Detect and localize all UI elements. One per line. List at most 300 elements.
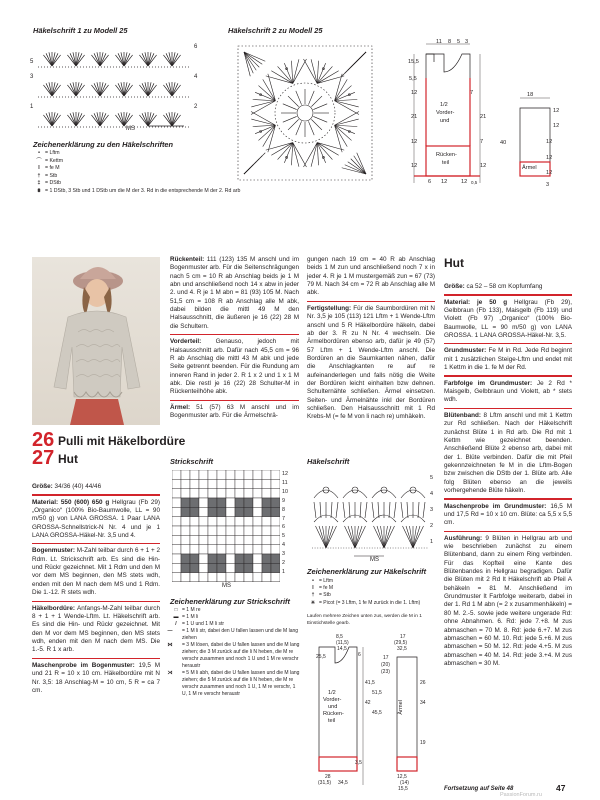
chart2-title: Häkelschrift 2 zu Modell 25 <box>228 26 323 35</box>
schem-b-aermel: Ärmel <box>398 700 404 715</box>
stitch-mark <box>331 502 332 518</box>
knit-cell <box>226 498 235 507</box>
knit-cell <box>190 498 199 507</box>
stitch-mark <box>317 61 318 84</box>
knit-cell <box>244 517 253 526</box>
knit-cell <box>208 526 217 535</box>
stitch-mark <box>326 526 333 548</box>
knit-cell <box>235 526 244 535</box>
knit-cell <box>181 554 190 563</box>
knit-cell <box>181 517 190 526</box>
knit-cell <box>217 470 226 479</box>
motif-center <box>297 105 313 121</box>
stitch-mark <box>348 526 355 548</box>
stitch-mark <box>284 63 292 83</box>
stitch-mark <box>263 79 276 100</box>
legend-item: ⋈ = 3 M lösen, dabei die U fallen lassen und die M lang ziehen; die 3 M zurück auf die li N heben, die M re verschr zusammen und noch 1 U und 1 M re verschr heraustr <box>167 642 300 669</box>
stitch-mark <box>418 502 419 518</box>
schem-top-lbl-4: Rücken- <box>436 152 457 158</box>
stitch-mark <box>278 143 293 160</box>
knit-row-labels: 12 11 10 9 8 7 6 5 4 3 2 1 <box>282 471 288 575</box>
stitch-mark <box>296 91 302 105</box>
schem-top-lbl-2: Vorder- <box>436 110 455 116</box>
knit-cell <box>253 563 262 572</box>
stitch-mark <box>263 125 276 146</box>
stitch-mark <box>296 121 302 135</box>
knit-cell <box>271 498 280 507</box>
knit-ms-label: MS <box>222 583 231 589</box>
legend-item: I = fe M <box>33 165 273 173</box>
knit-cell <box>271 545 280 554</box>
knit-cell <box>235 479 244 488</box>
stitch-mark <box>389 502 390 518</box>
knit-cell <box>181 535 190 544</box>
knit-cell <box>217 526 226 535</box>
knit-cell <box>208 573 217 582</box>
page-number: 47 <box>556 783 566 793</box>
knit-cell <box>208 563 217 572</box>
knit-cell <box>181 470 190 479</box>
knit-cell <box>235 507 244 516</box>
left-column-text <box>32 483 160 695</box>
stitch-mark <box>320 502 321 518</box>
knit-cell <box>244 526 253 535</box>
knit-cell <box>262 563 271 572</box>
knit-cell <box>235 573 244 582</box>
knit-cell <box>271 507 280 516</box>
schem-sleeve-12a: 12 <box>546 139 553 145</box>
crochet-chart-2 <box>230 38 380 188</box>
stitch-mark <box>378 502 379 518</box>
para-aermel: Ärmel: 51 (57) 63 M anschl und im Bogenmuster arb. Für die Ärmelschrä- <box>170 403 299 420</box>
stitch-mark <box>423 502 425 518</box>
stitch-mark <box>384 526 391 548</box>
stitch-mark <box>413 526 420 548</box>
schem-b-26: 26 <box>420 680 426 686</box>
stitch-mark <box>335 79 348 100</box>
cross-5-icon: ⋊ <box>167 670 173 676</box>
schem-b-15-5: 15,5 <box>398 786 408 792</box>
legend-note: Laufen mehrere Zeichen unten zus, werden die M in 1 Einstichstelle gearb. <box>307 614 422 626</box>
purl-stitch-icon: ▬ <box>173 614 179 620</box>
legend-item: ⌒ = Kettm <box>33 158 273 166</box>
knit-cell <box>253 535 262 544</box>
stitch-mark <box>394 502 396 518</box>
schem-top-lbl-3: und <box>440 118 450 124</box>
knit-cell <box>235 489 244 498</box>
col2-text <box>170 256 299 421</box>
stitch-mark <box>291 61 292 84</box>
knit-cell <box>190 517 199 526</box>
knit-cell <box>217 535 226 544</box>
stitch-mark <box>401 502 403 518</box>
schem-top-11: 11 <box>436 39 442 45</box>
knit-cell <box>262 498 271 507</box>
knit-cell <box>208 535 217 544</box>
chart1-title: Häkelschrift 1 zu Modell 25 <box>33 26 128 35</box>
knit-cell <box>172 517 181 526</box>
schem-top-12f: 7 <box>470 90 474 96</box>
stitch-mark <box>293 59 299 83</box>
knit-cell <box>226 489 235 498</box>
schem-b-25-5: 25,5 <box>316 654 326 660</box>
knit-cell <box>208 507 217 516</box>
stitch-mark <box>377 526 384 548</box>
schem-b-lbl-3: und <box>328 704 338 710</box>
stitch-mark <box>317 143 318 166</box>
treble-crochet-icon: ‡ <box>37 180 41 187</box>
knit-cell <box>181 498 190 507</box>
knit-stitch-icon: □ <box>174 607 178 613</box>
para-maschenprobe: Maschenprobe im Bogenmuster: 19,5 M und 21 R = 10 x 10 cm. Häkelbordüre mit N Nr. 3,5: 18 Anschlag-M = 10 cm, 5 R = ca 7 cm. <box>32 661 161 694</box>
knit-cell <box>172 489 181 498</box>
row-label: 6 <box>194 44 198 50</box>
knit-cell <box>208 498 217 507</box>
schem-b-lbl-1: 1/2 <box>328 690 336 696</box>
stitch-mark <box>293 143 307 167</box>
chart1-row-labels-left <box>30 55 33 115</box>
stitch-mark <box>317 63 325 83</box>
haekelschrift-title: Häkelschrift <box>307 457 350 466</box>
knit-cell <box>244 489 253 498</box>
knit-cell <box>217 489 226 498</box>
knit-cell <box>199 554 208 563</box>
chart1-row-labels-right <box>194 40 197 115</box>
schem-top-8: 8 <box>448 39 452 45</box>
stitch-mark <box>311 143 317 167</box>
arch <box>372 490 396 498</box>
legend-item: • = Lftm <box>33 150 273 158</box>
stitch-mark <box>336 502 338 518</box>
knit-cell <box>253 498 262 507</box>
stitch-mark <box>266 76 293 84</box>
knit-cell <box>217 545 226 554</box>
para-haekelbordure: Häkelbordüre: Anfangs-M-Zahl teilbar durch 8 + 1 + 1 Wende-Lftm. Lt. Häkelschrift arb. Es sind die Hin- und Rückr gezeichnet. Mit den M vor dem MS beginnen, den MS stets wdh, enden mit den M nach dem MS. Die 1.-5. R 1 x arb. <box>32 604 160 654</box>
schem-top-12g: 7 <box>480 139 484 145</box>
knit-cell <box>262 489 271 498</box>
stitch-mark <box>357 52 366 61</box>
knit-cell <box>217 563 226 572</box>
knit-cell <box>181 489 190 498</box>
stitch-mark <box>271 143 292 156</box>
para-aermel-cont: gungen nach 19 cm = 40 R ab Anschlag beids 1 M zun und anschließend noch 7 x in jeder 4. R je 1 M mustergemäß zun = 67 (73) 79 M. Nach 34 cm = 72 R ab Anschlag alle M abk. <box>307 256 435 297</box>
schem-b-lbl-2: Vorder- <box>323 697 342 703</box>
stitch-mark <box>251 119 275 125</box>
knit-cell <box>244 498 253 507</box>
knit-cell <box>244 563 253 572</box>
schem-top-21: 21 <box>411 114 418 120</box>
stitch-mark <box>335 101 359 107</box>
knit-cell <box>244 535 253 544</box>
schem-b-17b: 17 <box>400 634 406 640</box>
schem-b-51-5: 51,5 <box>372 690 382 696</box>
stitch-mark <box>313 116 327 122</box>
slip-stitch-icon: ⌒ <box>36 157 42 164</box>
para-ausfuehrung: Ausführung: 9 Blüten in Hellgrau arb und wie beschrieben zunächst zu einem Blütenband, dann zu einem Ring verbinden. Für das Kopfteil eine Kante des Blütenbandes in Hellgrau begradigen. Dafür die Blüten mit 2 Rd lt Häkelschrift ab Pfeil A behäkeln = 81 M. Anschließend im Grundmuster lt Farbfolge weiterarb, dabei in der 1. Rd 1 M abn (= 2 x zusammenhäkeln) = 80 M. 2.-5. sowie jede weitere ungerade Rd: ohne Abnahmen. 6. Rd: jede 7.+8. M zus abmaschen = 70 M. 8. Rd: jede 6.+7. M zus abmaschen = 60 M. 10. Rd: jede 5.+6. M zus abmaschen = 50 M. 12. Rd: jede 4.+5. M zus abmaschen = 40 M. 14. Rd: jede 3.+4. M zus abmaschen = 30 M. <box>444 534 572 667</box>
schem-top-lbl-1: 1/2 <box>440 102 448 108</box>
knit-cell <box>244 573 253 582</box>
border-ms-label: MS <box>370 557 379 563</box>
hut-title: Hut <box>444 256 464 270</box>
knitting-chart <box>172 470 280 582</box>
knit-cell <box>181 545 190 554</box>
knit-cell <box>172 479 181 488</box>
stitch-mark <box>317 143 332 160</box>
schem-b-31-5: (31,5) <box>318 780 332 786</box>
stitch-mark <box>335 99 358 100</box>
knit-cell <box>172 563 181 572</box>
knit-cell <box>208 479 217 488</box>
knit-cell <box>235 563 244 572</box>
knit-cell <box>199 573 208 582</box>
stitch-mark <box>304 59 318 83</box>
model-number-26: 26 <box>32 429 55 451</box>
stitch-mark <box>335 112 359 126</box>
stitch-mark <box>255 125 275 133</box>
stitch-mark <box>271 71 292 84</box>
schem-top-0-5: 0,5 <box>471 180 478 185</box>
knit-cell <box>226 526 235 535</box>
para-rueckenteil: Rückenteil: 111 (123) 135 M anschl und im Bogenmuster arb. Für die Seitenschrägungen nach 5 cm = 10 R ab Anschlag beids je 1 M abn und anschließend noch 14 x abw in jeder 2. und 4. R je 1 M abn = 81 (93) 105 M. Nach 51,5 cm = 108 R ab Anschlag alle M abk, dabei bilden die mittl 49 M den Halsausschnitt, die äußeren je 16 (22) 28 M die Schultern. <box>170 256 299 330</box>
knit-cell <box>172 535 181 544</box>
stitch-mark <box>335 86 352 101</box>
knit-cell <box>199 470 208 479</box>
knit-cell <box>217 573 226 582</box>
stitch-mark <box>407 502 408 518</box>
crochet-chart-1 <box>38 38 190 130</box>
knit-cell <box>244 545 253 554</box>
knit-cell <box>253 573 262 582</box>
para-material: Material: 550 (600) 650 g Hellgrau (Fb 29) „Organico“ (100% Bio-Baumwolle, LL = 90 m/50 g) von LANA GROSSA. 1 Paar LANA GROSSA-Schnellstrick-N Nr. 4 und je 1 LANA GROSSA-Häkel-Nr. 3,5 und 4. <box>32 498 160 539</box>
legend-item: ⋊ = 5 M li abh, dabei die U fallen lassen und die M lang ziehen; die 5 M zurück auf die li N heben, die M re verschr zusammen und noch 1 U, 1 M re verschr, 1 U, 1 M re verschr heraustr <box>167 670 300 697</box>
knit-cell <box>208 489 217 498</box>
knit-cell <box>226 573 235 582</box>
row-label: 3 <box>30 74 34 80</box>
knit-cell <box>235 545 244 554</box>
knit-cell <box>208 470 217 479</box>
stitch-mark <box>317 143 338 156</box>
double-crochet-icon: † <box>37 172 41 179</box>
knit-cell <box>190 545 199 554</box>
knit-cell <box>199 545 208 554</box>
knit-cell <box>199 535 208 544</box>
knit-cell <box>226 507 235 516</box>
stitch-mark <box>283 116 297 122</box>
knit-cell <box>172 554 181 563</box>
knit-cell <box>253 554 262 563</box>
legend-title-border: Zeichenerklärung zur Häkelschrift <box>307 567 427 576</box>
row-label: 5 <box>30 59 34 65</box>
knit-cell <box>235 470 244 479</box>
para-vorderteil: Vorderteil: Genauso, jedoch mit Halsausschnitt arb. Dafür nach 45,5 cm = 96 R ab Anschlag die mittl 43 M abk und jede Seite getrennt beenden. Für die Rundung am inneren Rand in jeder 2. R 1 x 2 und 1 x 1 M abk. Die restl je 16 (22) 28 Schulter-M in Rückenteilhöhe abk. <box>170 338 299 396</box>
legend-item: I = fe M <box>307 585 437 592</box>
stitch-mark <box>335 125 352 140</box>
knit-cell <box>235 554 244 563</box>
drop-stitch-icon: — <box>167 628 173 634</box>
schem-b-28: 28 <box>325 774 331 780</box>
stitch-mark <box>351 159 366 174</box>
schem-b-23: (23) <box>381 669 390 675</box>
knit-cell <box>217 517 226 526</box>
stitch-mark <box>335 125 355 133</box>
schem-top-12c: 12 <box>411 163 418 169</box>
knit-cell <box>253 507 262 516</box>
knit-cell <box>190 535 199 544</box>
chart1-ms-label: MS <box>126 126 135 132</box>
knit-cell <box>190 573 199 582</box>
row-label: 4 <box>194 74 198 80</box>
stitch-mark <box>317 66 332 83</box>
knit-cell <box>217 479 226 488</box>
knit-cell <box>172 573 181 582</box>
col4-text <box>444 283 572 668</box>
stitch-mark <box>251 101 275 107</box>
stitch-mark <box>255 92 275 100</box>
schem-sleeve-3: 3 <box>546 182 550 188</box>
knit-cell <box>271 470 280 479</box>
knit-cell <box>190 489 199 498</box>
knit-cell <box>199 489 208 498</box>
stitch-mark <box>308 91 314 105</box>
stitch-mark <box>311 119 322 130</box>
para-hut-size: Größe: ca 52 – 58 cm Kopfumfang <box>444 283 543 290</box>
stitch-mark <box>365 502 367 518</box>
para-bluetenband: Blütenband: 8 Lftm anschl und mit 1 Kettm zur Rd schließen. Nach der Häkelschrift zunächst Blüte 1 in Rd arb. Die Rd mit 1 Kettm wie gezeichnet beenden. Anschließend Blüte 2 ebenso arb, dabei mit der 1. Blüte verbinden. Dafür die mit Pfeil gekennzeichneten fe M in die Lftm-Bogen bzw zwischen die DStb der 1. Blüte arb. Alle folg Blüten ebenso an die jeweils vorhergehende Blüte häkeln. <box>444 411 572 494</box>
para-size: Größe: 34/36 (40) 44/46 <box>32 483 102 490</box>
schem-b-lbl-4: Rücken- <box>323 711 344 717</box>
stitch-mark <box>293 143 299 167</box>
schem-b-34: 34 <box>420 700 426 706</box>
knit-cell <box>235 498 244 507</box>
stitch-mark <box>253 125 276 126</box>
chain-icon: • <box>38 150 40 156</box>
knit-cell <box>262 526 271 535</box>
row-label: 2 <box>194 104 198 110</box>
knit-cell <box>190 470 199 479</box>
knit-cell <box>226 545 235 554</box>
chain-icon: • <box>312 578 314 584</box>
schem-b-lbl-5: teil <box>328 718 336 724</box>
knit-cell <box>253 526 262 535</box>
cluster-icon: ⩩ <box>37 187 41 194</box>
knit-cell <box>190 554 199 563</box>
stitch-mark <box>311 59 317 83</box>
knit-cell <box>181 479 190 488</box>
knit-cell <box>217 554 226 563</box>
legend-item: ‡ = DStb <box>33 180 273 188</box>
schem-b-14: (14) <box>400 780 409 786</box>
legend-item: — = 1 M li str, dabei den U fallen lassen und die M lang ziehen <box>167 628 299 641</box>
knit-cell <box>208 545 217 554</box>
legend-item: / = 1 U und 1 M li str <box>170 621 300 628</box>
watermark: PassionForum.ru <box>500 792 542 798</box>
para-hut-maschenprobe: Maschenprobe im Grundmuster: 16,5 M und 17,5 Rd = 10 x 10 cm. Blüte: ca 5,5 x 5,5 cm. <box>444 502 572 527</box>
knit-cell <box>172 498 181 507</box>
stitch-mark <box>355 526 362 548</box>
model-number-27: 27 <box>32 447 55 469</box>
knit-cell <box>208 554 217 563</box>
row-label: 1 <box>30 104 34 110</box>
knit-cell <box>226 563 235 572</box>
stitch-mark <box>317 71 338 84</box>
model-title-hut: Hut <box>58 452 78 466</box>
schem-b-14-5: 14,5 <box>337 646 347 652</box>
stitch-mark <box>258 86 275 101</box>
schem-top-5-5: 5,5 <box>409 76 417 82</box>
stitch-mark <box>266 143 293 151</box>
schem-sleeve-12b: 12 <box>546 155 553 161</box>
schem-b-34-5: 34,5 <box>338 780 348 786</box>
knit-cell <box>244 554 253 563</box>
strickschrift-title: Strickschrift <box>170 457 214 466</box>
schem-b-29-5: (29,5) <box>394 640 408 646</box>
schem-b-12-5: 12,5 <box>397 774 407 780</box>
double-crochet-icon: † <box>311 592 315 599</box>
para-hut-material: Material: je 50 g Hellgrau (Fb 29), Gelbbraun (Fb 133), Maisgelb (Fb 119) und Violett (Fb 97) „Organico“ (100% Bio-Baumwolle, LL = 90 m/50 g) von LANA GROSSA. 1 LANA GROSSA-Häkel-Nr. 3,5. <box>444 298 572 339</box>
schem-b-41-5: 41,5 <box>365 680 375 686</box>
stitch-mark <box>293 59 307 83</box>
legend-item: ▬ = 1 M li <box>170 614 300 621</box>
legend-border <box>307 578 437 607</box>
knit-cell <box>262 573 271 582</box>
stitch-mark <box>319 526 326 548</box>
stitch-mark <box>268 125 276 152</box>
stitch-mark <box>335 125 343 152</box>
knit-cell <box>235 517 244 526</box>
legend-item: † = Stb <box>33 173 273 181</box>
schematic-sleeve-top <box>505 90 565 190</box>
knit-cell <box>253 517 262 526</box>
schem-sleeve-18: 18 <box>527 92 534 98</box>
legend-item: ✳ = Picot (= 3 Lftm, 1 fe M zurück in die 1. Lftm) <box>307 600 437 607</box>
stitch-mark <box>335 125 348 146</box>
stitch-mark <box>314 502 316 518</box>
knit-cell <box>226 479 235 488</box>
stitch-mark <box>311 96 322 107</box>
yarnover-icon: / <box>175 621 177 627</box>
arch <box>314 490 338 498</box>
crochet-border-chart <box>312 468 428 558</box>
knit-cell <box>271 526 280 535</box>
legend-item: ⩩ = 1 DStb, 3 Stb und 1 DStb um die M der 3. Rd in die entsprechende M der 2. Rd arb <box>33 188 273 196</box>
schem-b-45-5: 45,5 <box>372 710 382 716</box>
knit-cell <box>208 517 217 526</box>
schem-top-6: 6 <box>428 179 432 185</box>
knit-cell <box>199 563 208 572</box>
knit-cell <box>262 535 271 544</box>
arch <box>401 490 425 498</box>
schem-sleeve-aermel: Ärmel <box>522 165 537 171</box>
legend-item: † = Stb <box>307 592 437 599</box>
schem-sleeve-7a: 12 <box>553 108 560 114</box>
knit-cell <box>181 573 190 582</box>
stitch-mark <box>291 143 292 166</box>
schem-sleeve-7b: 12 <box>553 123 560 129</box>
legend-title-crochet: Zeichenerklärung zu den Häkelschriften <box>33 140 174 149</box>
knit-cell <box>199 507 208 516</box>
knit-cell <box>253 470 262 479</box>
knit-cell <box>271 554 280 563</box>
picot-icon: ✳ <box>310 599 316 606</box>
knit-cell <box>271 573 280 582</box>
knit-cell <box>226 470 235 479</box>
continuation-note: Fortsetzung auf Seite 48 <box>444 786 514 792</box>
knit-cell <box>262 507 271 516</box>
stitch-mark <box>317 76 344 84</box>
knit-cell <box>271 517 280 526</box>
stitch-mark <box>268 74 276 101</box>
schem-top-12d: 12 <box>441 179 448 185</box>
